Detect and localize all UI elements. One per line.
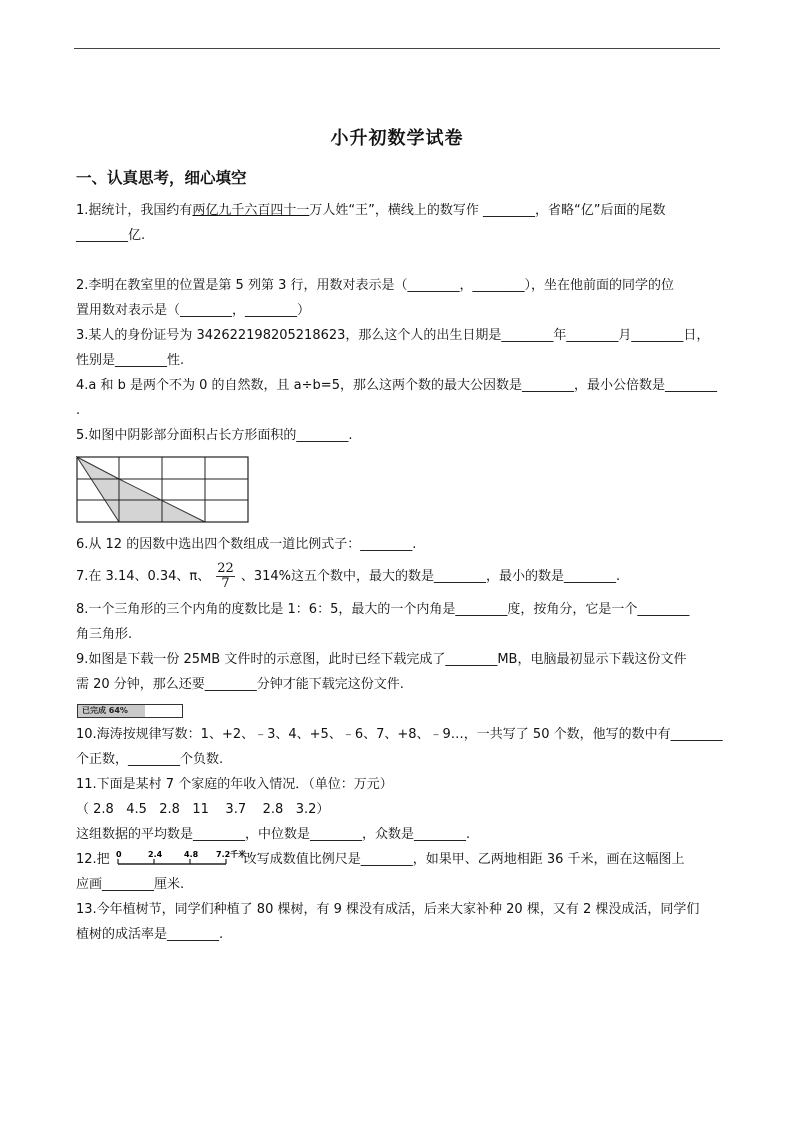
question-1-line-1 <box>76 198 720 223</box>
question-7 <box>76 562 720 591</box>
question-6 <box>76 532 720 557</box>
scale-label: 7.2千米 <box>216 850 247 859</box>
question-1-underlined-number: 两亿九千六百四十一 <box>192 203 310 218</box>
question-4 <box>76 373 720 423</box>
scale-label: 2.4 <box>148 850 163 859</box>
question-8-line-2: 角三角形. <box>76 627 133 642</box>
download-progress-bar <box>77 704 183 718</box>
question-5-line-1: 5.如图中阴影部分面积占长方形面积的________. <box>76 428 353 443</box>
question-7-text-a: 7.在 3.14、0.34、π、 <box>76 569 211 584</box>
header-rule <box>74 48 720 49</box>
question-13-line-1: 13.今年植树节，同学们种植了 80 棵树，有 9 棵没有成活，后来大家补种 20 棵，又有 2 棵没成活，同学们 <box>76 902 700 917</box>
download-progress-label: 已完成 64% <box>82 706 128 715</box>
question-13 <box>76 897 720 947</box>
fraction-22-7 <box>216 562 235 591</box>
fraction-denominator: 7 <box>221 576 230 591</box>
question-10-line-1: 10.海涛按规律写数：1、+2、﹣3、4、+5、﹣6、7、+8、﹣9…，一共写了 50 个数，他写的数中有________ <box>76 727 723 742</box>
question-3-line-1: 3.某人的身份证号为 342622198205218623，那么这个人的出生日期是________年________月________日， <box>76 328 710 343</box>
question-7-text-b: 、314%这五个数中，最大的数是________，最小的数是________. <box>240 569 621 584</box>
question-13-line-2: 植树的成活率是________. <box>76 927 224 942</box>
question-9-line-2: 需 20 分钟，那么还要________分钟才能下载完这份文件. <box>76 677 404 692</box>
question-6-line-1: 6.从 12 的因数中选出四个数组成一道比例式子：________. <box>76 537 417 552</box>
question-1-text-b: 万人姓“王”，横线上的数写作 ________，省略“亿”后面的尾数 <box>309 203 666 218</box>
question-5 <box>76 423 720 448</box>
question-2-line-2: 置用数对表示是（________，________） <box>76 303 311 318</box>
section-heading: 一、认真思考，细心填空 <box>76 169 247 187</box>
question-11-line-3: 这组数据的平均数是________，中位数是________，众数是________. <box>76 827 471 842</box>
question-11 <box>76 772 720 847</box>
question-1-text-a: 1.据统计，我国约有 <box>76 203 193 218</box>
question-12-text-a: 12.把 <box>76 852 110 867</box>
question-9-line-1: 9.如图是下载一份 25MB 文件时的示意图，此时已经下载完成了________MB，电脑最初显示下载这份文件 <box>76 652 687 667</box>
question-3-line-2: 性别是________性. <box>76 353 185 368</box>
line-scale-figure <box>112 848 250 870</box>
question-4-line-2: . <box>76 403 81 418</box>
page-title: 小升初数学试卷 <box>330 128 464 149</box>
scale-label: 4.8 <box>184 850 199 859</box>
question-4-line-1: 4.a 和 b 是两个不为 0 的自然数，且 a÷b=5，那么这两个数的最大公因数是________，最小公倍数是________ <box>76 378 717 393</box>
question-8 <box>76 597 720 647</box>
shaded-triangle <box>77 457 205 522</box>
question-2-line-1: 2.李明在教室里的位置是第 5 列第 3 行，用数对表示是（________，________），坐在他前面的同学的位 <box>76 278 674 293</box>
question-7-line-1 <box>76 562 720 591</box>
question-1 <box>76 198 720 248</box>
scale-label: 0 <box>116 850 122 859</box>
question-1-line-2: ________亿. <box>76 228 146 243</box>
question-11-data-list: （ 2.8 4.5 2.8 11 3.7 2.8 3.2） <box>76 802 330 817</box>
question-2 <box>76 273 720 323</box>
question-10-line-2: 个正数，________个负数. <box>76 752 224 767</box>
question-8-line-1: 8.一个三角形的三个内角的度数比是 1：6：5，最大的一个内角是________度，按角分，它是一个________ <box>76 602 690 617</box>
question-3 <box>76 323 720 373</box>
question-12-text-b: 改写成数值比例尺是________，如果甲、乙两地相距 36 千米，画在这幅图上 <box>243 852 685 867</box>
shaded-rectangle-figure <box>76 456 250 523</box>
question-12-line-2: 应画________厘米. <box>76 877 185 892</box>
question-9 <box>76 647 720 697</box>
fraction-numerator: 22 <box>217 561 234 576</box>
question-10 <box>76 722 723 772</box>
question-11-line-1: 11.下面是某村 7 个家庭的年收入情况．（单位：万元） <box>76 777 393 792</box>
